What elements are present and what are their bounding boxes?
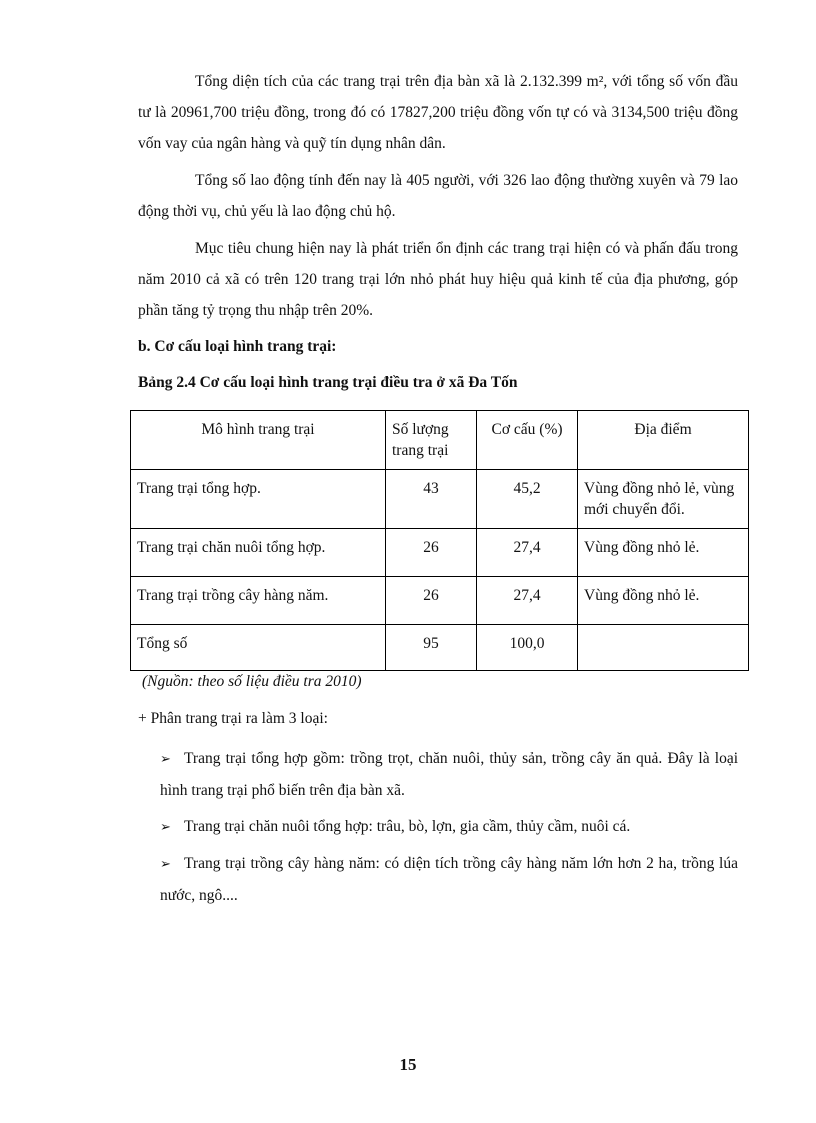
cell-model: Trang trại tổng hợp.	[131, 470, 386, 529]
page-number: 15	[399, 1055, 417, 1074]
bullet-item	[160, 743, 738, 806]
bullet-text: Trang trại tổng hợp gồm: trồng trọt, chăn nuôi, thủy sản, trồng cây ăn quả. Đây là loại hình trang trại phổ biến trên địa bàn xã.	[160, 750, 738, 799]
paragraph-text: Tổng số lao động tính đến nay là 405 người, với 326 lao động thường xuyên và 79 lao động thời vụ, chủ yếu là lao động chủ hộ.	[138, 172, 738, 220]
header-model: Mô hình trang trại	[131, 411, 386, 470]
arrow-bullet-icon: ➢	[160, 752, 171, 767]
section-heading: b. Cơ cấu loại hình trang trại:	[138, 338, 337, 355]
paragraph-farm-area	[138, 66, 738, 159]
bullet-text: Trang trại chăn nuôi tổng hợp: trâu, bò, lợn, gia cầm, thủy cầm, nuôi cá.	[184, 818, 631, 835]
cell-count: 95	[386, 625, 477, 671]
paragraph-goal	[138, 233, 738, 326]
header-count: Số lượng trang trại	[386, 411, 477, 470]
cell-model: Tổng số	[131, 625, 386, 671]
cell-share: 45,2	[477, 470, 578, 529]
cell-location	[578, 625, 749, 671]
classification-intro: + Phân trang trại ra làm 3 loại:	[138, 710, 328, 727]
arrow-bullet-icon: ➢	[160, 820, 171, 835]
cell-location: Vùng đồng nhỏ lẻ.	[578, 529, 749, 577]
table-caption: Bảng 2.4 Cơ cấu loại hình trang trại điều tra ở xã Đa Tốn	[138, 374, 518, 391]
cell-share: 100,0	[477, 625, 578, 671]
cell-model: Trang trại chăn nuôi tổng hợp.	[131, 529, 386, 577]
paragraph-text: Tổng diện tích của các trang trại trên địa bàn xã là 2.132.399 m², với tổng số vốn đầu tư là 20961,700 triệu đồng, trong đó có 17827,200 triệu đồng vốn tự có và 3134,500 triệu đồng vốn vay của ngân hàng và quỹ tín dụng nhân dân.	[138, 73, 738, 152]
cell-count: 43	[386, 470, 477, 529]
source-note: (Nguồn: theo số liệu điều tra 2010)	[142, 673, 362, 690]
cell-share: 27,4	[477, 529, 578, 577]
cell-model: Trang trại trồng cây hàng năm.	[131, 577, 386, 625]
paragraph-text: Mục tiêu chung hiện nay là phát triển ổn định các trang trại hiện có và phấn đấu trong năm 2010 cả xã có trên 120 trang trại lớn nhỏ phát huy hiệu quả kinh tế của địa phương, góp phần tăng tỷ trọng thu nhập trên 20%.	[138, 240, 738, 319]
paragraph-labor	[138, 165, 738, 227]
bullet-item	[160, 848, 738, 911]
cell-count: 26	[386, 529, 477, 577]
header-share: Cơ cấu (%)	[477, 411, 578, 470]
table-row	[131, 577, 749, 625]
table-header-row	[131, 411, 749, 470]
cell-share: 27,4	[477, 577, 578, 625]
farm-structure-table	[130, 410, 749, 671]
cell-count: 26	[386, 577, 477, 625]
bullet-item	[160, 811, 738, 843]
bullet-text: Trang trại trồng cây hàng năm: có diện tích trồng cây hàng năm lớn hơn 2 ha, trồng lúa nước, ngô....	[160, 855, 738, 904]
header-location: Địa điểm	[578, 411, 749, 470]
cell-location: Vùng đồng nhỏ lẻ, vùng mới chuyển đổi.	[578, 470, 749, 529]
cell-location: Vùng đồng nhỏ lẻ.	[578, 577, 749, 625]
arrow-bullet-icon: ➢	[160, 857, 171, 872]
table-row	[131, 470, 749, 529]
table-total-row	[131, 625, 749, 671]
table-row	[131, 529, 749, 577]
